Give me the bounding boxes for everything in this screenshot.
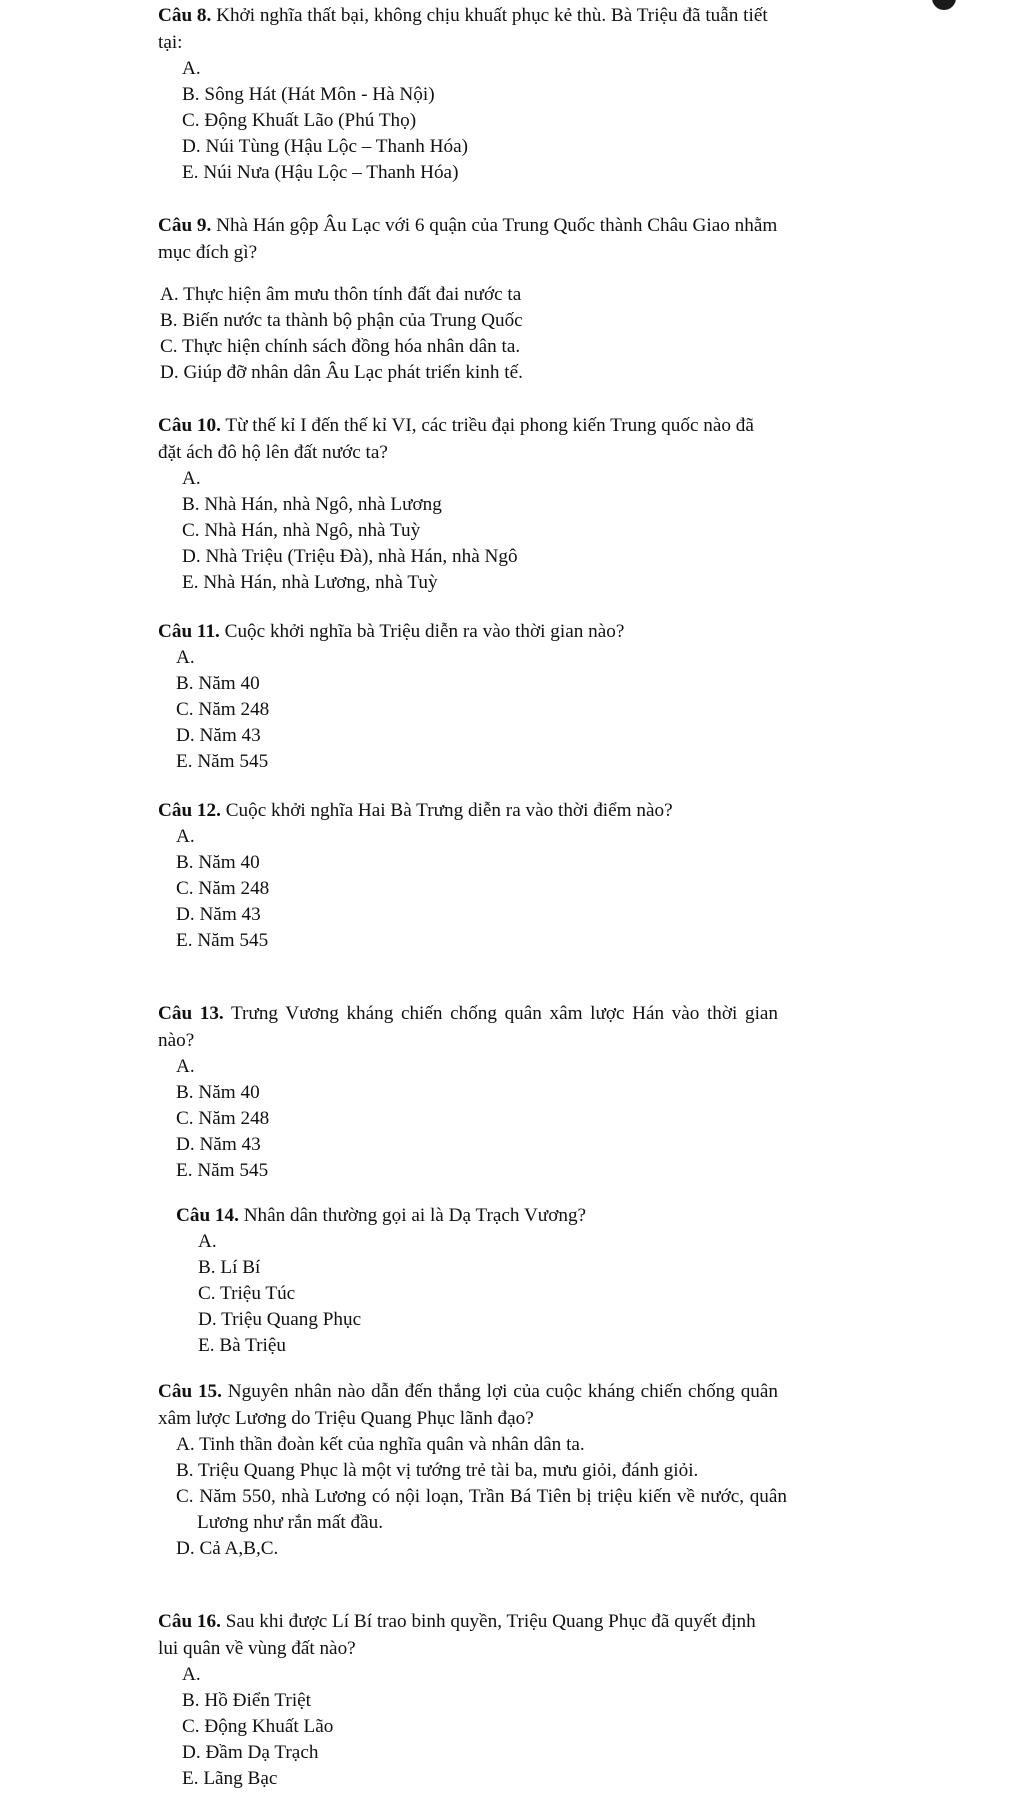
question-number: Câu 12. [158,800,221,821]
option-list [176,824,1024,954]
question-number: Câu 14. [176,1205,239,1226]
option-a[interactable]: A. Thực hiện âm mưu thôn tính đất đai nước ta [160,284,522,305]
option-b[interactable]: B. Triệu Quang Phục là một vị tướng trẻ tài ba, mưu giỏi, đánh giỏi. [176,1460,699,1481]
question-number: Câu 10. [158,415,221,436]
option-list [182,56,1024,186]
question-number: Câu 9. [158,215,212,236]
option-a[interactable]: A. [182,1664,201,1685]
question-number: Câu 16. [158,1611,221,1632]
option-c[interactable]: C. Năm 248 [176,878,270,899]
question-text: Nguyên nhân nào dẫn đến thắng lợi của cuộc kháng chiến chống quân xâm lược Lương do Triệu Quang Phục lãnh đạo? [158,1381,778,1429]
question-text: Cuộc khởi nghĩa bà Triệu diễn ra vào thời gian nào? [224,621,625,642]
question-11 [0,618,1024,775]
option-e[interactable]: E. Bà Triệu [198,1335,286,1356]
option-e[interactable]: E. Lãng Bạc [182,1768,278,1789]
question-10 [0,412,1024,596]
question-8 [0,2,1024,186]
option-c[interactable]: C. Năm 248 [176,699,270,720]
option-list [182,1662,1024,1792]
option-a[interactable]: A. [182,58,201,79]
question-stem [158,1000,778,1054]
question-12 [0,797,1024,954]
option-c[interactable]: C. Động Khuất Lão (Phú Thọ) [182,110,417,131]
question-number: Câu 13. [158,1003,224,1024]
question-number: Câu 11. [158,621,220,642]
option-a[interactable]: A. [182,468,201,489]
option-d[interactable]: D. Nhà Triệu (Triệu Đà), nhà Hán, nhà Ngô [182,546,518,567]
option-e[interactable]: E. Núi Nưa (Hậu Lộc – Thanh Hóa) [182,162,459,183]
option-d[interactable]: D. Năm 43 [176,725,261,746]
question-stem [158,1378,778,1432]
option-d[interactable]: D. Giúp đỡ nhân dân Âu Lạc phát triển kinh tế. [160,362,523,383]
question-stem [158,412,778,466]
option-b[interactable]: B. Lí Bí [198,1257,261,1278]
question-text: Sau khi được Lí Bí trao binh quyền, Triệu Quang Phục đã quyết định lui quân về vùng đất nào? [158,1611,756,1659]
option-d[interactable]: D. Cả A,B,C. [176,1538,279,1559]
option-b[interactable]: B. Hồ Điển Triệt [182,1690,311,1711]
option-e[interactable]: E. Năm 545 [176,930,269,951]
question-stem [158,618,778,645]
option-list [198,1229,1024,1359]
question-stem [176,1202,796,1229]
option-b[interactable]: B. Biến nước ta thành bộ phận của Trung Quốc [160,310,523,331]
question-text: Trưng Vương kháng chiến chống quân xâm lược Hán vào thời gian nào? [158,1003,779,1051]
option-d[interactable]: D. Năm 43 [176,904,261,925]
option-c[interactable]: C. Năm 248 [176,1108,270,1129]
option-b[interactable]: B. Sông Hát (Hát Môn - Hà Nội) [182,84,435,105]
option-d[interactable]: D. Núi Tùng (Hậu Lộc – Thanh Hóa) [182,136,468,157]
question-text: Từ thế kỉ I đến thế kỉ VI, các triều đại phong kiến Trung quốc nào đã đặt ách đô hộ lên đất nước ta? [158,415,754,463]
option-b[interactable]: B. Năm 40 [176,673,260,694]
question-text: Nhà Hán gộp Âu Lạc với 6 quận của Trung Quốc thành Châu Giao nhằm mục đích gì? [158,215,778,263]
option-a[interactable]: A. Tinh thần đoàn kết của nghĩa quân và nhân dân ta. [176,1434,585,1455]
question-stem [158,2,778,56]
option-a[interactable]: A. [176,647,195,668]
question-14 [0,1202,1024,1359]
question-16 [0,1608,1024,1792]
question-stem [158,212,778,266]
option-list [176,1432,1024,1562]
question-number: Câu 15. [158,1381,222,1402]
option-a[interactable]: A. [198,1231,217,1252]
option-c[interactable]: C. Động Khuất Lão [182,1716,334,1737]
option-e[interactable]: E. Nhà Hán, nhà Lương, nhà Tuỳ [182,572,438,593]
question-text: Khởi nghĩa thất bại, không chịu khuất phục kẻ thù. Bà Triệu đã tuẫn tiết tại: [158,5,768,53]
option-b[interactable]: B. Năm 40 [176,852,260,873]
option-e[interactable]: E. Năm 545 [176,751,269,772]
option-d[interactable]: D. Triệu Quang Phục [198,1309,362,1330]
option-list [182,466,1024,596]
option-list [176,1054,1024,1184]
option-c[interactable]: C. Nhà Hán, nhà Ngô, nhà Tuỳ [182,520,421,541]
question-15 [0,1378,1024,1562]
option-b[interactable]: B. Nhà Hán, nhà Ngô, nhà Lương [182,494,442,515]
option-list [160,282,1024,386]
question-text: Nhân dân thường gọi ai là Dạ Trạch Vương? [243,1205,587,1226]
question-stem [158,1608,778,1662]
option-list [176,645,1024,775]
option-d[interactable]: D. Đầm Dạ Trạch [182,1742,319,1763]
option-a[interactable]: A. [176,1056,195,1077]
question-number: Câu 8. [158,5,212,26]
option-c[interactable]: C. Triệu Túc [198,1283,296,1304]
option-a[interactable]: A. [176,826,195,847]
question-9 [0,212,1024,386]
option-c[interactable]: C. Năm 550, nhà Lương có nội loạn, Trần Bá Tiên bị triệu kiến về nước, quân Lương như rắn mất đầu. [176,1486,787,1533]
question-13 [0,1000,1024,1184]
option-d[interactable]: D. Năm 43 [176,1134,261,1155]
option-b[interactable]: B. Năm 40 [176,1082,260,1103]
option-e[interactable]: E. Năm 545 [176,1160,269,1181]
question-text: Cuộc khởi nghĩa Hai Bà Trưng diễn ra vào thời điểm nào? [225,800,673,821]
option-c[interactable]: C. Thực hiện chính sách đồng hóa nhân dân ta. [160,336,521,357]
question-stem [158,797,778,824]
